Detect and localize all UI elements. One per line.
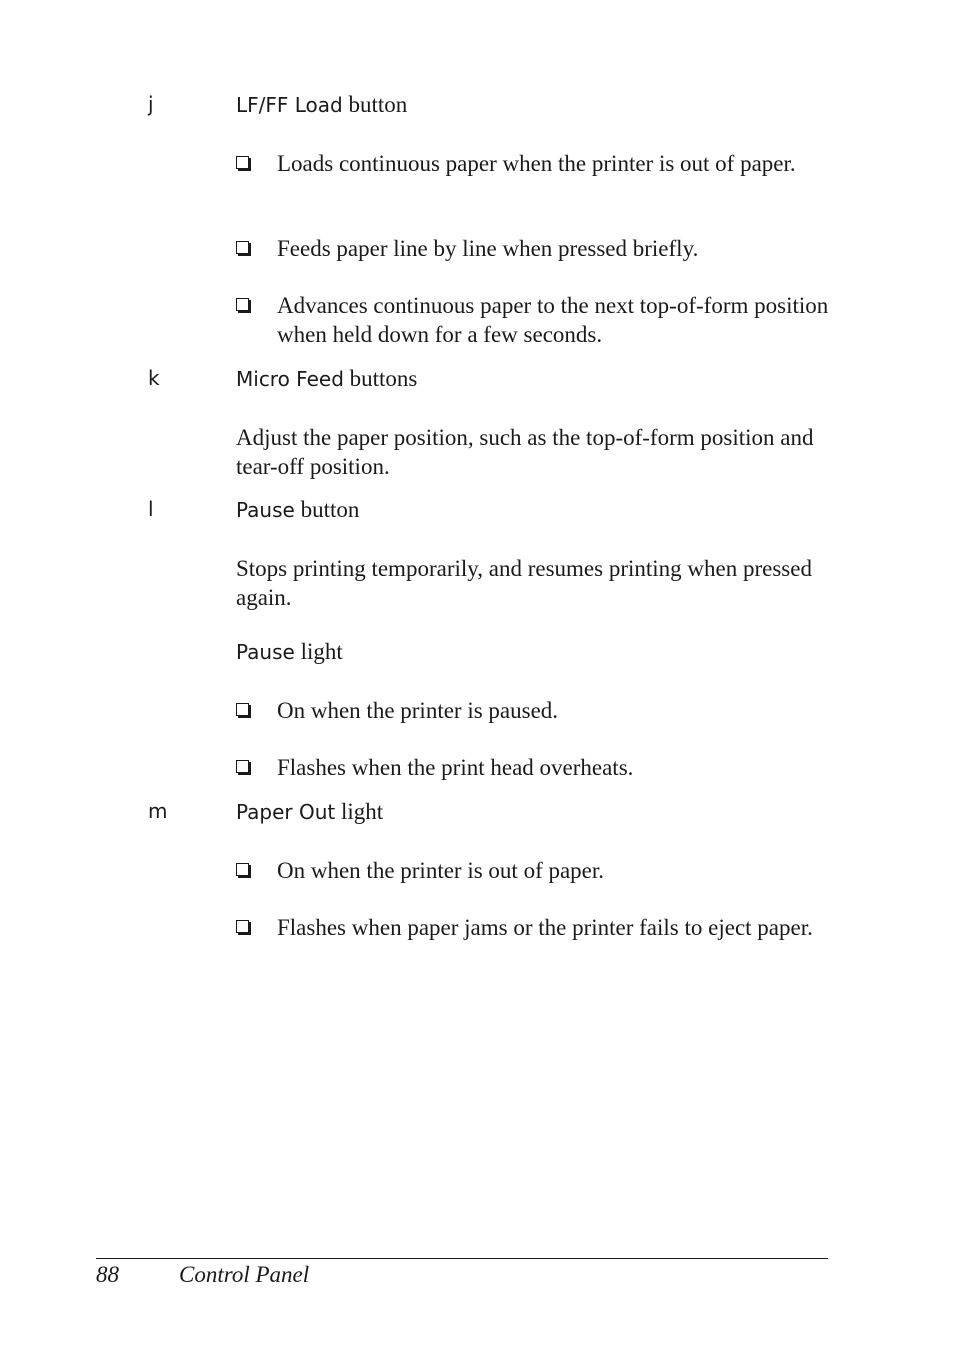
item-letter-k: k [148, 366, 160, 390]
footer-rule [96, 1258, 828, 1259]
item-heading-micro-feed [236, 366, 417, 392]
heading-suffix: button [294, 497, 360, 522]
list-item-text: On when the printer is out of paper. [277, 858, 605, 883]
checkbox-bullet-icon [236, 920, 249, 933]
checkbox-bullet-icon [236, 298, 249, 311]
checkbox-bullet-icon [236, 760, 249, 773]
item-heading-lf-ff-load [236, 92, 407, 118]
list-item-text: Flashes when paper jams or the printer fails to eject paper. [277, 915, 813, 940]
heading-suffix: button [342, 92, 408, 117]
item-letter-j: j [148, 92, 154, 116]
item-letter-l: l [148, 497, 154, 521]
item-description: Stops printing temporarily, and resumes printing when pressed again. [236, 556, 812, 610]
heading-suffix: light [294, 639, 343, 664]
list-item-text: On when the printer is paused. [277, 698, 559, 723]
heading-suffix: light [335, 799, 384, 824]
checkbox-bullet-icon [236, 156, 249, 169]
heading-name: Micro Feed [236, 367, 344, 391]
list-item-text: Flashes when the print head overheats. [277, 755, 634, 780]
heading-name: Pause [236, 498, 295, 522]
item-heading-paper-out [236, 799, 383, 825]
checkbox-bullet-icon [236, 863, 249, 876]
subheading-pause-light [236, 639, 343, 665]
heading-name: Paper Out [236, 800, 336, 824]
page-number: 88 [96, 1262, 119, 1287]
heading-suffix: buttons [343, 366, 418, 391]
item-description: Adjust the paper position, such as the top-of-form position and tear-off position. [236, 425, 814, 479]
list-item-text: Advances continuous paper to the next top-of-form position when held down for a few seconds. [277, 293, 829, 347]
list-item-text: Feeds paper line by line when pressed briefly. [277, 236, 699, 261]
footer-section-title: Control Panel [179, 1262, 310, 1287]
item-heading-pause [236, 497, 359, 523]
checkbox-bullet-icon [236, 241, 249, 254]
list-item-text: Loads continuous paper when the printer is out of paper. [277, 151, 796, 176]
item-letter-m: m [148, 799, 168, 823]
checkbox-bullet-icon [236, 703, 249, 716]
heading-name: Pause [236, 640, 295, 664]
heading-name: LF/FF Load [236, 93, 343, 117]
